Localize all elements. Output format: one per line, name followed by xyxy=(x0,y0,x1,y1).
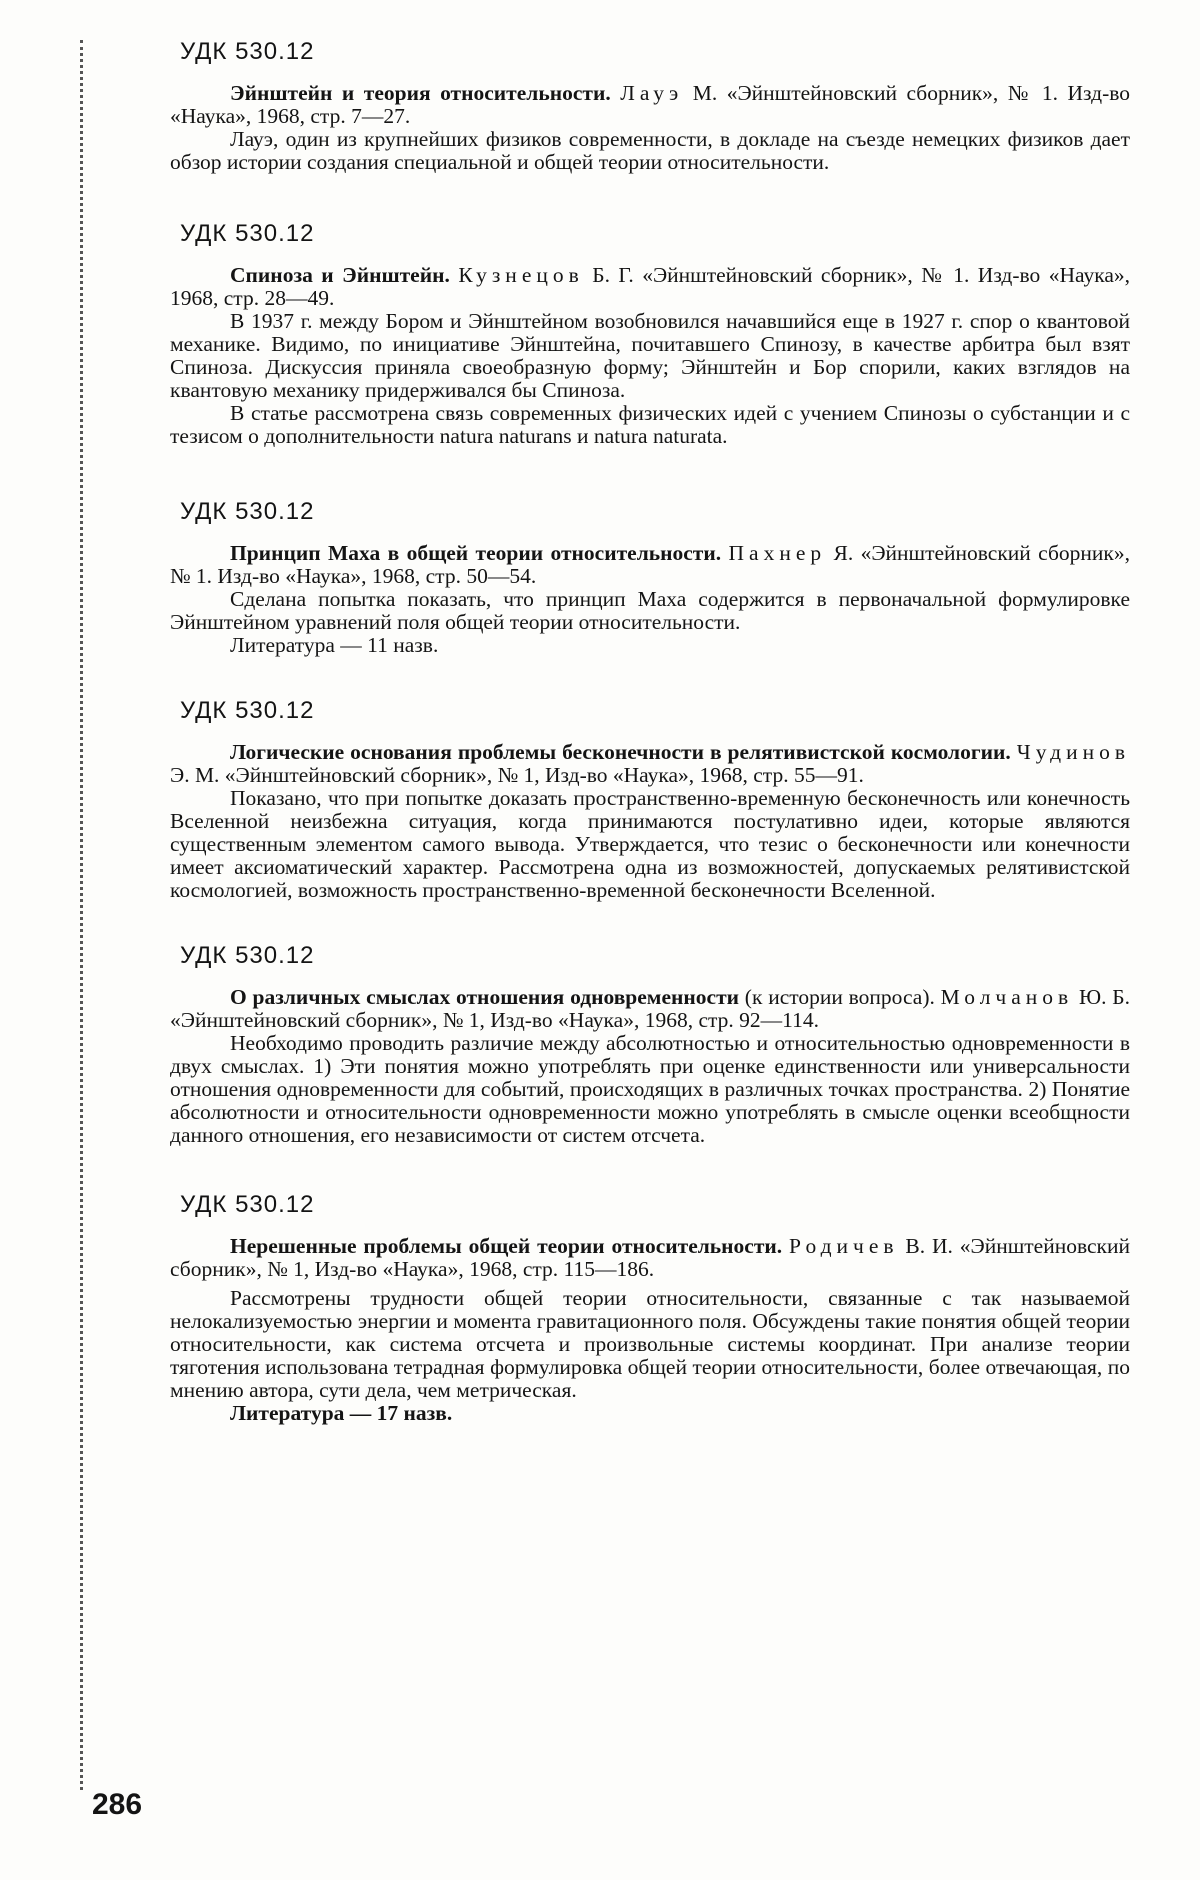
abstract-paragraph: В статье рассмотрена связь современных физических идей с учением Спинозы о субстанции и с тезисом о дополнительности natura naturans и natura naturata. xyxy=(170,401,1130,448)
literature-count: Литература — 17 назв. xyxy=(230,1401,453,1425)
article-title: Принцип Маха в общей теории относительности. xyxy=(230,541,722,565)
abstract-entry xyxy=(170,1191,1130,1425)
udc-code: УДК 530.12 xyxy=(180,220,315,247)
author-name: Лауэ xyxy=(620,81,684,105)
udc-code: УДК 530.12 xyxy=(180,942,315,969)
cut-line xyxy=(80,40,83,1790)
article-title: Эйнштейн и теория относительности. xyxy=(230,81,611,105)
udc-code: УДК 530.12 xyxy=(180,697,315,724)
bibliographic-reference: М. «Эйнштейновский сборник», № 1. Изд-во «Наука», 1968, стр. 7—27. xyxy=(170,81,1131,128)
bibliographic-reference: Я. «Эйнштейновский сборник», № 1. Изд-во «Наука», 1968, стр. 50—54. xyxy=(170,541,1131,588)
author-name: Молчанов xyxy=(940,985,1074,1009)
author-name: Пахнер xyxy=(728,541,827,565)
entry-heading xyxy=(170,542,1130,588)
abstract-paragraph: В 1937 г. между Бором и Эйнштейном возобновился начавшийся еще в 1927 г. спор о квантовой механике. Видимо, по инициативе Эйнштейна, почитавшего Спинозу, в качестве арбитра был взят Спиноза. Дискуссия приняла своеобразную форму; Эйнштейн и Бор спорили, каких взглядов на квантовую механику придерживался бы Спиноза. xyxy=(170,309,1130,402)
entry-heading xyxy=(170,986,1130,1032)
udc-code: УДК 530.12 xyxy=(180,498,315,525)
udc-code: УДК 530.12 xyxy=(180,38,315,65)
abstract-entry xyxy=(170,38,1130,174)
entry-heading xyxy=(170,264,1130,310)
article-title: Спиноза и Эйнштейн. xyxy=(230,263,450,287)
literature-count: Литература — 11 назв. xyxy=(230,633,439,657)
abstract-entry xyxy=(170,498,1130,657)
entry-heading xyxy=(170,1235,1130,1281)
bibliographic-reference: Ю. Б. «Эйнштейновский сборник», № 1, Изд-во «Наука», 1968, стр. 92—114. xyxy=(170,985,1130,1032)
abstract-paragraph: Рассмотрены трудности общей теории относительности, связанные с так называемой нелокализуемостью энергии и момента гравитационного поля. Обсуждены такие понятия общей теории относительности, как система отсчета и произвольные системы координат. При анализе теории тяготения использована тетрадная формулировка общей теории относительности, более отвечающая, по мнению автора, сути дела, чем метрическая. xyxy=(170,1286,1130,1402)
abstract-paragraph: Сделана попытка показать, что принцип Маха содержится в первоначальной формулировке Эйнштейном уравнений поля общей теории относительности. xyxy=(170,587,1130,634)
article-title: Логические основания проблемы бесконечности в релятивистской космологии. xyxy=(230,740,1011,764)
entry-heading xyxy=(170,741,1130,787)
abstract-entry xyxy=(170,220,1130,448)
abstract-entry xyxy=(170,697,1130,902)
article-title: Нерешенные проблемы общей теории относительности. xyxy=(230,1234,783,1258)
abstract-paragraph: Показано, что при попытке доказать пространственно-временную бесконечность или конечность Вселенной неизбежна ситуация, когда принимаются постулативно идеи, которые являются существенным элементом самого вывода. Утверждается, что тезис о бесконечности или конечности имеет аксиоматический характер. Рассмотрена одна из возможностей, допускаемых релятивистской космологией, возможность пространственно-временной бесконечности Вселенной. xyxy=(170,786,1130,902)
article-title: О различных смыслах отношения одновременности xyxy=(230,985,740,1009)
abstracts-page xyxy=(170,38,1130,1425)
udc-code: УДК 530.12 xyxy=(180,1191,315,1218)
abstract-paragraph: Необходимо проводить различие между абсолютностью и относительностью одновременности в двух смыслах. 1) Эти понятия можно употреблять при оценке единственности или универсальности отношения одновременности для событий, происходящих в различных точках пространства. 2) Понятие абсолютности и относительности одновременности можно употреблять в смысле оценки всеобщности данного отношения, его независимости от систем отсчета. xyxy=(170,1031,1130,1147)
bibliographic-reference: Б. Г. «Эйнштейновский сборник», № 1. Изд-во «Наука», 1968, стр. 28—49. xyxy=(170,263,1131,310)
bibliographic-reference: В. И. «Эйнштейновский сборник», № 1, Изд-во «Наука», 1968, стр. 115—186. xyxy=(170,1234,1131,1281)
author-name: Родичев xyxy=(789,1234,899,1258)
page-number: 286 xyxy=(92,1788,143,1821)
author-name: Кузнецов xyxy=(458,263,584,287)
abstract-entry xyxy=(170,942,1130,1147)
entry-heading xyxy=(170,82,1130,128)
article-title-tail: (к истории вопроса). xyxy=(739,985,935,1009)
bibliographic-reference: Э. М. «Эйнштейновский сборник», № 1, Изд-во «Наука», 1968, стр. 55—91. xyxy=(170,763,864,787)
author-name: Чудинов xyxy=(1016,740,1131,764)
abstract-paragraph: Лауэ, один из крупнейших физиков современности, в докладе на съезде немецких физиков дает обзор истории создания специальной и общей теории относительности. xyxy=(170,127,1130,174)
